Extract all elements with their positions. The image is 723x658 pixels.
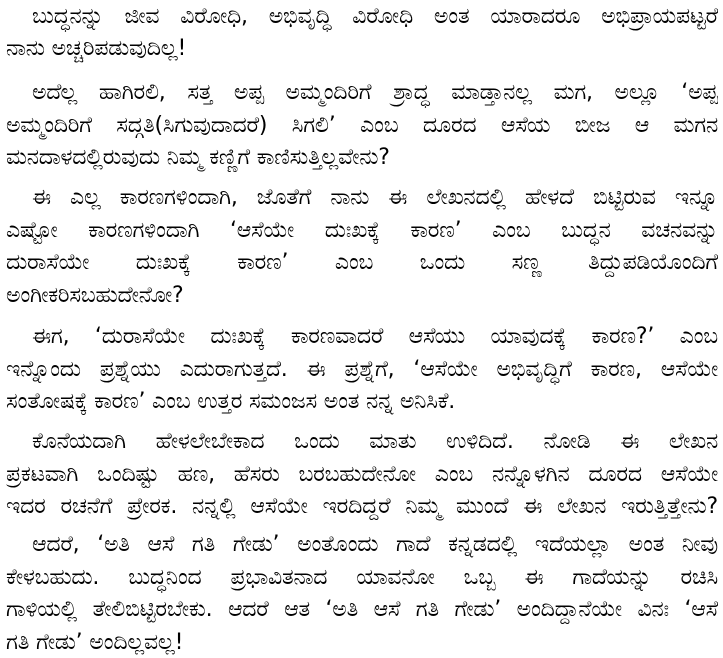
text-line: ಮನದಾಳದಲ್ಲಿರುವುದು ನಿಮ್ಮ ಕಣ್ಣಿಗೆ ಕಾಣಿಸುತ್ತಿಲ್ಲವೇನು? [6,145,390,171]
text-line: ಇದರ ರಚನೆಗೆ ಪ್ರೇರಕ. ನನ್ನಲ್ಲಿ ಆಸೆಯೇ ಇರದಿದ್ದರೆ ನಿಮ್ಮ ಮುಂದೆ ಈ ಲೇಖನ ಇರುತ್ತಿತ್ತೇನು? [6,494,718,520]
text-line: ಇನ್ನೊಂದು ಪ್ರಶ್ನೆಯು ಎದುರಾಗುತ್ತದೆ. ಈ ಪ್ರಶ್ನೆಗೆ, ‘ಆಸೆಯೇ ಅಭಿವೃದ್ಧಿಗೆ ಕಾರಣ, ಆಸೆಯೇ [6,356,718,382]
text-line: ಕೇಳಬಹುದು. ಬುದ್ಧನಿಂದ ಪ್ರಭಾವಿತನಾದ ಯಾವನೋ ಒಬ್ಬ ಈ ಗಾದೆಯನ್ನು ರಚಿಸಿ [6,564,718,590]
text-line: ಆದರೆ, ‘ಅತಿ ಆಸೆ ಗತಿ ಗೇಡು’ ಅಂತೊಂದು ಗಾದೆ ಕನ್ನಡದಲ್ಲಿ ಇದೆಯಲ್ಲಾ ಅಂತ ನೀವು [32,532,718,558]
text-line: ಕೊನೆಯದಾಗಿ ಹೇಳಲೇಬೇಕಾದ ಒಂದು ಮಾತು ಉಳಿದಿದೆ. ನೋಡಿ ಈ ಲೇಖನ [32,429,718,454]
text-line: ಅಂಗೀಕರಿಸಬಹುದೇನೋ? [6,283,184,308]
text-line: ಗತಿ ಗೇಡು’ ಅಂದಿಲ್ಲವಲ್ಲ! [6,630,184,655]
text-line: ದುರಾಸೆಯೇ ದುಃಖಕ್ಕೆ ಕಾರಣ’ ಎಂಬ ಒಂದು ಸಣ್ಣ ತಿದ್ದುಪಡಿಯೊಂದಿಗೆ [6,250,718,276]
text-line: ಸಂತೋಷಕ್ಕೆ ಕಾರಣ’ ಎಂಬ ಉತ್ತರ ಸಮಂಜಸ ಅಂತ ನನ್ನ ಅನಿಸಿಕೆ. [6,389,456,414]
text-line: ಬುದ್ಧನನ್ನು ಜೀವ ವಿರೋಧಿ, ಅಭಿವೃದ್ಧಿ ವಿರೋಧಿ ಅಂತ ಯಾರಾದರೂ ಅಭಿಪ್ರಾಯಪಟ್ಟರೆ [32,3,718,29]
text-line: ನಾನು ಅಚ್ಚರಿಪಡುವುದಿಲ್ಲ! [6,36,187,62]
text-line: ಅಮ್ಮಂದಿರಿಗೆ ಸದ್ಗತಿ(ಸಿಗುವುದಾದರೆ) ಸಿಗಲಿ’ ಎಂಬ ದೂರದ ಆಸೆಯ ಬೀಜ ಆ ಮಗನ [6,112,718,138]
text-line: ಗಾಳಿಯಲ್ಲಿ ತೇಲಿಬಿಟ್ಟಿರಬೇಕು. ಆದರೆ ಆತ ‘ಅತಿ ಆಸೆ ಗತಿ ಗೇಡು’ ಅಂದಿದ್ದಾನೆಯೇ ವಿನಃ ‘ಆಸೆ [6,597,718,623]
text-line: ಎಷ್ಟೋ ಕಾರಣಗಳಿಂದಾಗಿ ‘ಆಸೆಯೇ ದುಃಖಕ್ಕೆ ಕಾರಣ’ ಎಂಬ ಬುದ್ಧನ ವಚನವನ್ನು [6,217,718,243]
text-line: ಪ್ರಕಟವಾಗಿ ಒಂದಿಷ್ಟು ಹಣ, ಹೆಸರು ಬರಬಹುದೇನೋ ಎಂಬ ನನ್ನೊಳಗಿನ ದೂರದ ಆಸೆಯೇ [6,461,718,487]
text-line: ಅದೆಲ್ಲ ಹಾಗಿರಲಿ, ಸತ್ತ ಅಪ್ಪ ಅಮ್ಮಂದಿರಿಗೆ ಶ್ರಾದ್ಧ ಮಾಡ್ತಾನಲ್ಲ ಮಗ, ಅಲ್ಲೂ ‘ಅಪ್ಪ [32,80,718,106]
text-line: ಈಗ, ‘ದುರಾಸೆಯೇ ದುಃಖಕ್ಕೆ ಕಾರಣವಾದರೆ ಆಸೆಯು ಯಾವುದಕ್ಕೆ ಕಾರಣ?’ ಎಂಬ [32,323,718,349]
text-line: ಈ ಎಲ್ಲ ಕಾರಣಗಳಿಂದಾಗಿ, ಜೊತೆಗೆ ನಾನು ಈ ಲೇಖನದಲ್ಲಿ ಹೇಳದೆ ಬಿಟ್ಟಿರುವ ಇನ್ನೂ [32,185,718,211]
